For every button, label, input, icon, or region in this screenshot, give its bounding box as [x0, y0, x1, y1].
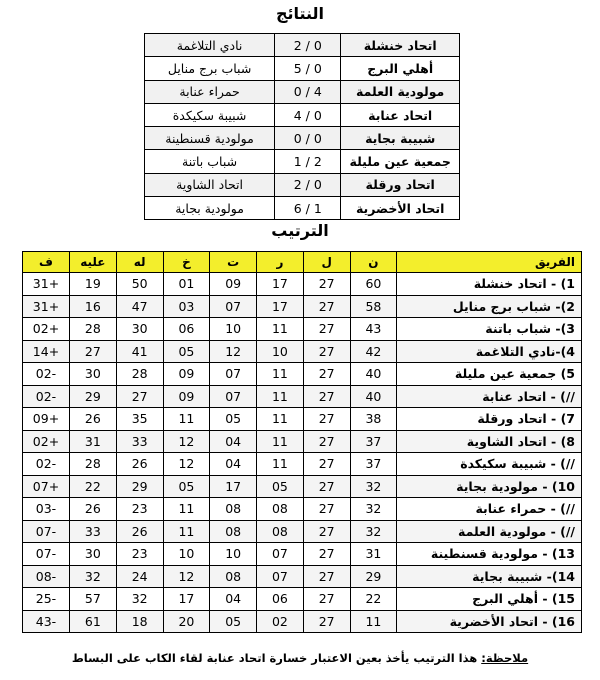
- standing-team: //) - شبيبة سكيكدة: [397, 453, 582, 476]
- result-score: 0 / 4: [275, 80, 341, 103]
- standing-points: 40: [350, 363, 397, 386]
- standings-table: [22, 251, 582, 633]
- standing-goals-against: 16: [69, 295, 116, 318]
- standing-points: 58: [350, 295, 397, 318]
- standing-played: 27: [303, 588, 350, 611]
- standing-lost: 05: [163, 340, 210, 363]
- result-row: [145, 197, 460, 220]
- header-goals-for: له: [116, 252, 163, 273]
- standing-drawn: 05: [210, 408, 257, 431]
- result-away-team: اتحاد الشاوية: [145, 173, 275, 196]
- standing-lost: 03: [163, 295, 210, 318]
- standing-drawn: 05: [210, 610, 257, 633]
- standing-lost: 17: [163, 588, 210, 611]
- standings-row: [23, 520, 582, 543]
- standing-played: 27: [303, 520, 350, 543]
- standing-goals-against: 29: [69, 385, 116, 408]
- standing-drawn: 08: [210, 520, 257, 543]
- result-score: 2 / 0: [275, 34, 341, 57]
- standing-team: 10) - مولودية بجاية: [397, 475, 582, 498]
- standing-points: 11: [350, 610, 397, 633]
- standing-drawn: 07: [210, 385, 257, 408]
- results-table: [144, 33, 460, 220]
- header-team: الفريق: [397, 252, 582, 273]
- standing-goals-against: 61: [69, 610, 116, 633]
- standing-won: 11: [257, 363, 304, 386]
- result-row: [145, 103, 460, 126]
- standing-team: 16) - اتحاد الأخضرية: [397, 610, 582, 633]
- standing-won: 08: [257, 520, 304, 543]
- standing-team: 4)-نادي التلاغمة: [397, 340, 582, 363]
- standing-goals-for: 23: [116, 498, 163, 521]
- standing-lost: 11: [163, 498, 210, 521]
- standing-points: 42: [350, 340, 397, 363]
- result-home-team: جمعية عين مليلة: [341, 150, 460, 173]
- standing-team: 2)- شباب برج منايل: [397, 295, 582, 318]
- result-score: 6 / 1: [275, 197, 341, 220]
- standing-lost: 09: [163, 363, 210, 386]
- standings-row: [23, 475, 582, 498]
- standing-goals-against: 27: [69, 340, 116, 363]
- standing-lost: 11: [163, 408, 210, 431]
- standing-team: 1) - اتحاد خنشلة: [397, 273, 582, 296]
- standing-goal-diff: -25: [23, 588, 70, 611]
- standings-row: [23, 498, 582, 521]
- standing-points: 60: [350, 273, 397, 296]
- standing-points: 40: [350, 385, 397, 408]
- standing-lost: 06: [163, 318, 210, 341]
- standings-header-row: [23, 252, 582, 273]
- header-goals-against: عليه: [69, 252, 116, 273]
- standing-goals-for: 18: [116, 610, 163, 633]
- standing-played: 27: [303, 543, 350, 566]
- standing-won: 08: [257, 498, 304, 521]
- result-home-team: أهلي البرج: [341, 57, 460, 80]
- standing-goals-for: 28: [116, 363, 163, 386]
- standing-goal-diff: +31: [23, 273, 70, 296]
- standing-won: 11: [257, 453, 304, 476]
- result-home-team: شبيبة بجاية: [341, 127, 460, 150]
- standing-team: //) - مولودية العلمة: [397, 520, 582, 543]
- standing-played: 27: [303, 363, 350, 386]
- standing-goals-for: 50: [116, 273, 163, 296]
- standing-goals-against: 19: [69, 273, 116, 296]
- standing-goals-against: 28: [69, 453, 116, 476]
- standing-lost: 09: [163, 385, 210, 408]
- standings-row: [23, 565, 582, 588]
- result-away-team: شباب باتنة: [145, 150, 275, 173]
- result-row: [145, 127, 460, 150]
- standing-goal-diff: -02: [23, 363, 70, 386]
- standing-lost: 12: [163, 453, 210, 476]
- standing-won: 10: [257, 340, 304, 363]
- standing-played: 27: [303, 430, 350, 453]
- header-goal-diff: ف: [23, 252, 70, 273]
- standing-played: 27: [303, 340, 350, 363]
- standing-goals-for: 35: [116, 408, 163, 431]
- result-away-team: نادي التلاغمة: [145, 34, 275, 57]
- standing-team: //) - حمراء عنابة: [397, 498, 582, 521]
- result-away-team: مولودية قسنطينة: [145, 127, 275, 150]
- standing-team: 15) - أهلي البرج: [397, 588, 582, 611]
- results-title: النتائج: [275, 4, 325, 23]
- standing-goal-diff: -02: [23, 385, 70, 408]
- standings-row: [23, 318, 582, 341]
- standing-lost: 10: [163, 543, 210, 566]
- standing-drawn: 12: [210, 340, 257, 363]
- standing-goals-for: 26: [116, 520, 163, 543]
- result-row: [145, 34, 460, 57]
- standing-goal-diff: -43: [23, 610, 70, 633]
- standing-lost: 01: [163, 273, 210, 296]
- standing-lost: 12: [163, 430, 210, 453]
- standings-row: [23, 430, 582, 453]
- result-score: 5 / 0: [275, 57, 341, 80]
- standing-won: 17: [257, 273, 304, 296]
- standing-won: 11: [257, 385, 304, 408]
- result-row: [145, 150, 460, 173]
- standing-goal-diff: +09: [23, 408, 70, 431]
- standing-goals-for: 33: [116, 430, 163, 453]
- standing-played: 27: [303, 475, 350, 498]
- footnote: [0, 651, 600, 665]
- standing-won: 05: [257, 475, 304, 498]
- standing-lost: 12: [163, 565, 210, 588]
- standing-goal-diff: -07: [23, 543, 70, 566]
- standing-goal-diff: +07: [23, 475, 70, 498]
- standing-points: 32: [350, 498, 397, 521]
- standing-goals-for: 32: [116, 588, 163, 611]
- standing-goals-against: 30: [69, 363, 116, 386]
- header-lost: خ: [163, 252, 210, 273]
- standing-won: 07: [257, 543, 304, 566]
- standing-drawn: 10: [210, 318, 257, 341]
- standing-goals-against: 26: [69, 408, 116, 431]
- standings-row: [23, 408, 582, 431]
- standings-row: [23, 340, 582, 363]
- standing-played: 27: [303, 385, 350, 408]
- standing-team: 8) - اتحاد الشاوية: [397, 430, 582, 453]
- standings-row: [23, 453, 582, 476]
- standing-points: 38: [350, 408, 397, 431]
- standing-won: 11: [257, 318, 304, 341]
- standing-goal-diff: -03: [23, 498, 70, 521]
- standing-drawn: 08: [210, 565, 257, 588]
- standing-goals-for: 24: [116, 565, 163, 588]
- standing-played: 27: [303, 453, 350, 476]
- header-points: ن: [350, 252, 397, 273]
- result-home-team: اتحاد عنابة: [341, 103, 460, 126]
- standing-drawn: 10: [210, 543, 257, 566]
- header-played: ل: [303, 252, 350, 273]
- standing-drawn: 07: [210, 295, 257, 318]
- standing-goals-against: 57: [69, 588, 116, 611]
- note-label: ملاحظة:: [481, 651, 529, 665]
- result-score: 0 / 0: [275, 127, 341, 150]
- standing-drawn: 09: [210, 273, 257, 296]
- standings-row: [23, 295, 582, 318]
- standing-points: 37: [350, 453, 397, 476]
- standing-played: 27: [303, 408, 350, 431]
- standing-team: 13) - مولودية قسنطينة: [397, 543, 582, 566]
- standings-row: [23, 543, 582, 566]
- standings-title: الترتيب: [271, 221, 329, 240]
- standing-goals-against: 33: [69, 520, 116, 543]
- standing-goals-for: 23: [116, 543, 163, 566]
- standings-row: [23, 273, 582, 296]
- standing-team: 3)- شباب باتنة: [397, 318, 582, 341]
- result-row: [145, 173, 460, 196]
- standing-drawn: 04: [210, 588, 257, 611]
- header-won: ر: [257, 252, 304, 273]
- standing-played: 27: [303, 295, 350, 318]
- standing-won: 17: [257, 295, 304, 318]
- standing-goal-diff: +02: [23, 430, 70, 453]
- standing-goals-for: 27: [116, 385, 163, 408]
- standing-goals-for: 41: [116, 340, 163, 363]
- standings-row: [23, 610, 582, 633]
- standing-points: 29: [350, 565, 397, 588]
- standing-team: //) - اتحاد عنابة: [397, 385, 582, 408]
- standing-goals-against: 31: [69, 430, 116, 453]
- result-home-team: اتحاد ورقلة: [341, 173, 460, 196]
- standing-goals-for: 29: [116, 475, 163, 498]
- standing-drawn: 04: [210, 430, 257, 453]
- standing-points: 31: [350, 543, 397, 566]
- standings-row: [23, 588, 582, 611]
- result-away-team: شبيبة سكيكدة: [145, 103, 275, 126]
- standing-won: 07: [257, 565, 304, 588]
- standing-lost: 05: [163, 475, 210, 498]
- standing-goal-diff: +02: [23, 318, 70, 341]
- note-text: هذا الترتيب يأخذ بعين الاعتبار خسارة اتحاد عنابة لقاء الكاب على البساط: [71, 651, 482, 665]
- standing-played: 27: [303, 273, 350, 296]
- standings-row: [23, 385, 582, 408]
- standing-goals-against: 26: [69, 498, 116, 521]
- standing-lost: 11: [163, 520, 210, 543]
- result-home-team: اتحاد الأخضرية: [341, 197, 460, 220]
- standing-points: 22: [350, 588, 397, 611]
- standing-drawn: 04: [210, 453, 257, 476]
- result-home-team: اتحاد خنشلة: [341, 34, 460, 57]
- standing-goals-against: 30: [69, 543, 116, 566]
- standings-row: [23, 363, 582, 386]
- standing-played: 27: [303, 498, 350, 521]
- standing-goals-against: 22: [69, 475, 116, 498]
- result-score: 2 / 0: [275, 173, 341, 196]
- standing-goals-for: 26: [116, 453, 163, 476]
- standing-goal-diff: -07: [23, 520, 70, 543]
- standing-goals-for: 30: [116, 318, 163, 341]
- standing-team: 14)- شبيبة بجاية: [397, 565, 582, 588]
- standing-drawn: 17: [210, 475, 257, 498]
- standing-goal-diff: +14: [23, 340, 70, 363]
- standing-played: 27: [303, 318, 350, 341]
- standing-goals-against: 28: [69, 318, 116, 341]
- result-away-team: مولودية بجاية: [145, 197, 275, 220]
- result-score: 4 / 0: [275, 103, 341, 126]
- standing-goals-against: 32: [69, 565, 116, 588]
- result-home-team: مولودية العلمة: [341, 80, 460, 103]
- standing-won: 11: [257, 430, 304, 453]
- standing-goal-diff: -02: [23, 453, 70, 476]
- standing-drawn: 08: [210, 498, 257, 521]
- standing-goals-for: 47: [116, 295, 163, 318]
- result-row: [145, 80, 460, 103]
- standing-points: 37: [350, 430, 397, 453]
- standing-played: 27: [303, 610, 350, 633]
- standing-lost: 20: [163, 610, 210, 633]
- standing-team: 5) جمعية عين مليلة: [397, 363, 582, 386]
- standing-points: 32: [350, 475, 397, 498]
- standing-goal-diff: -08: [23, 565, 70, 588]
- standing-won: 02: [257, 610, 304, 633]
- result-away-team: شباب برج منايل: [145, 57, 275, 80]
- result-score: 1 / 2: [275, 150, 341, 173]
- standing-won: 11: [257, 408, 304, 431]
- standing-won: 06: [257, 588, 304, 611]
- standing-drawn: 07: [210, 363, 257, 386]
- standing-played: 27: [303, 565, 350, 588]
- standing-points: 32: [350, 520, 397, 543]
- result-row: [145, 57, 460, 80]
- standing-points: 43: [350, 318, 397, 341]
- result-away-team: حمراء عنابة: [145, 80, 275, 103]
- standing-team: 7) - اتحاد ورقلة: [397, 408, 582, 431]
- header-drawn: ت: [210, 252, 257, 273]
- standing-goal-diff: +31: [23, 295, 70, 318]
